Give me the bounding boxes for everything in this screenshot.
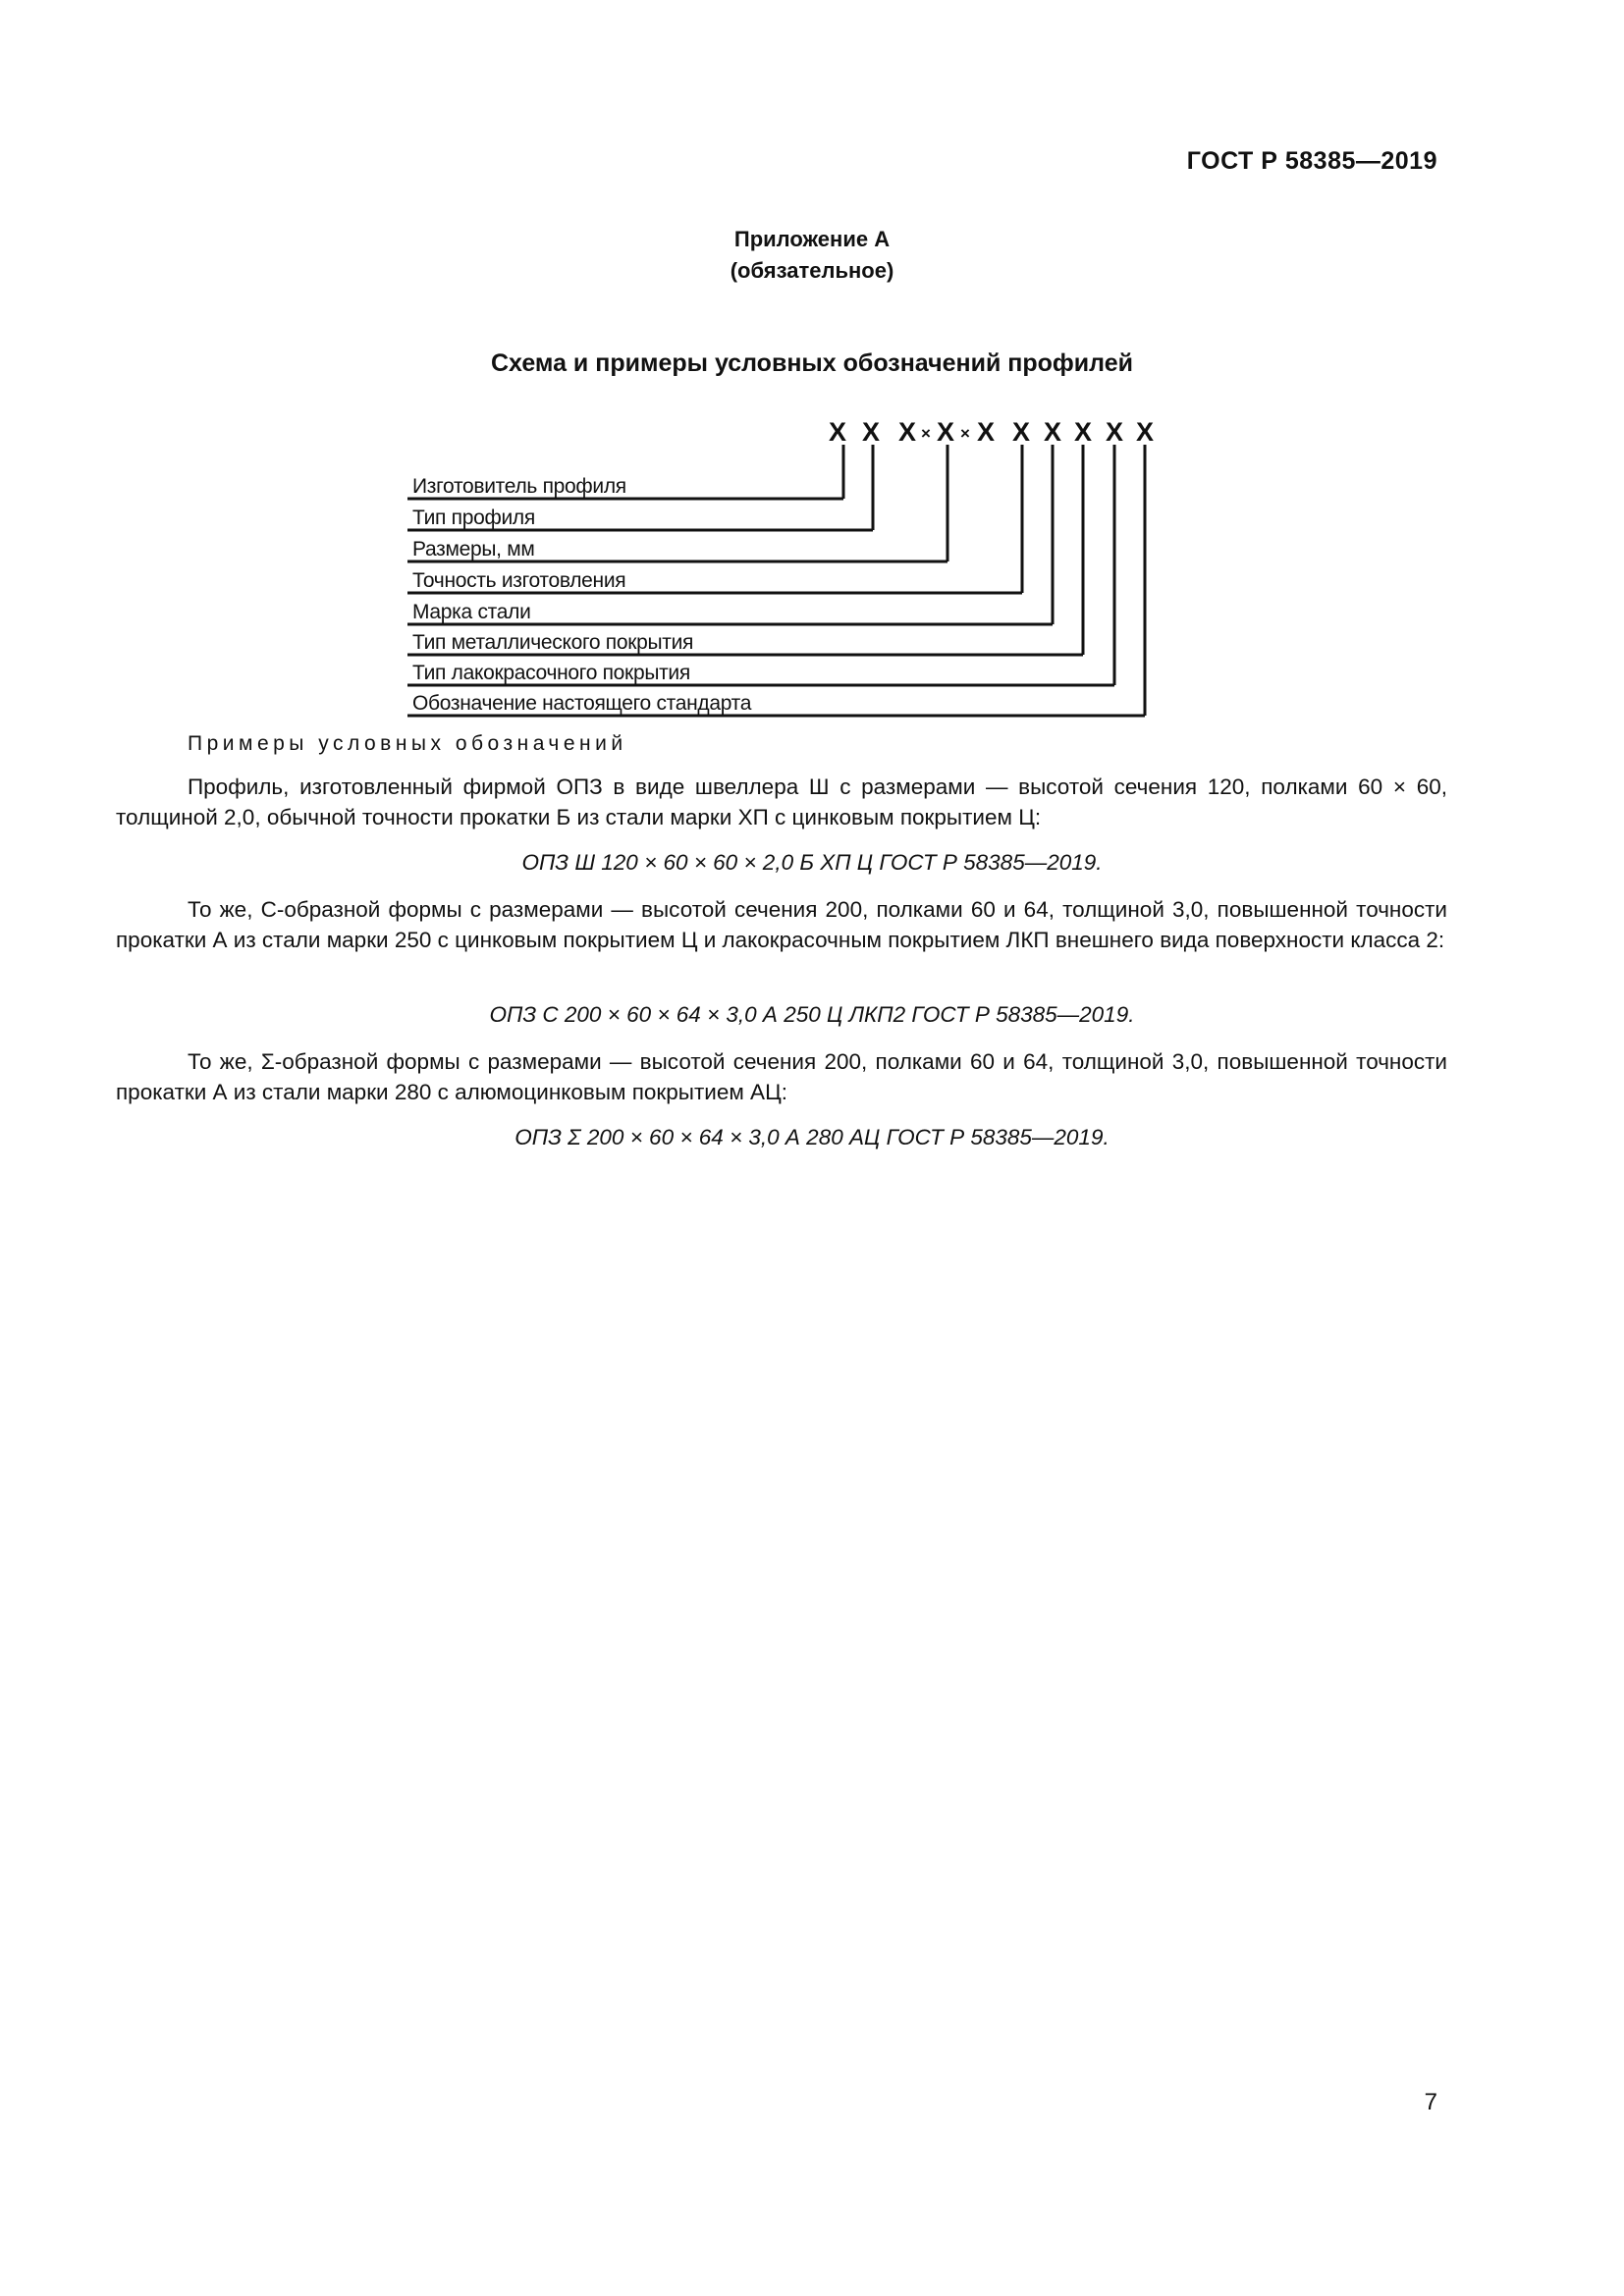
scheme-placeholder-3: X [897,417,917,447]
scheme-placeholder-5: X [976,417,996,447]
scheme-label-accuracy: Точность изготовления [412,569,626,592]
page-number: 7 [1424,2089,1437,2115]
example-formula-2: ОПЗ С 200 × 60 × 64 × 3,0 А 250 Ц ЛКП2 ГОСТ Р 58385—2019. [489,1002,1135,1027]
scheme-placeholder-10: X [1135,417,1155,447]
annex-title: Приложение А [733,227,891,251]
scheme-placeholder-1: X [828,417,847,447]
scheme-placeholders [829,417,1154,447]
scheme-label-metal-coating: Тип металлического покрытия [412,631,694,654]
scheme-label-profile-type: Тип профиля [412,507,535,529]
designation-scheme [0,393,1624,726]
annex-subtitle: (обязательное) [730,258,894,283]
scheme-placeholder-9: X [1105,417,1124,447]
example-paragraph-1: Профиль, изготовленный фирмой ОПЗ в виде швеллера Ш с размерами — высотой сечения 120, полками 60 × 60, толщиной 2,0, обычной точности прокатки Б из стали марки ХП с цинковым покрытием Ц: [116,774,1447,829]
scheme-placeholder-2: X [861,417,881,447]
scheme-label-manufacturer: Изготовитель профиля [412,475,626,498]
example-paragraph-2: То же, С-образной формы с размерами — высотой сечения 200, полками 60 и 64, толщиной 3,0, повышенной точности прокатки А из стали марки 250 с цинковым покрытием Ц и лакокрасочным покрытием ЛКП внешнего вида поверхности класса 2: [116,897,1447,952]
scheme-label-steel-grade: Марка стали [412,601,531,623]
scheme-placeholder-8: X [1073,417,1093,447]
scheme-times-1: × [921,424,931,443]
scheme-label-dimensions: Размеры, мм [412,538,535,561]
example-paragraph-3: То же, Σ-образной формы с размерами — высотой сечения 200, полками 60 и 64, толщиной 3,0, повышенной точности прокатки А из стали марки 280 с алюмоцинковым покрытием АЦ: [116,1049,1447,1104]
scheme-placeholder-6: X [1011,417,1031,447]
scheme-times-2: × [960,424,970,443]
section-title: Схема и примеры условных обозначений профилей [491,349,1133,377]
scheme-label-standard: Обозначение настоящего стандарта [412,692,752,715]
annex-title-block [0,224,1624,287]
scheme-placeholder-4: X [936,417,955,447]
scheme-labels [412,475,752,715]
scheme-placeholder-7: X [1043,417,1062,447]
examples-heading: Примеры условных обозначений [188,732,627,755]
scheme-label-paint-coating: Тип лакокрасочного покрытия [412,662,690,684]
example-formula-1: ОПЗ Ш 120 × 60 × 60 × 2,0 Б ХП Ц ГОСТ Р 58385—2019. [521,850,1103,875]
document-code: ГОСТ Р 58385—2019 [1186,147,1437,175]
example-formula-3: ОПЗ Σ 200 × 60 × 64 × 3,0 А 280 АЦ ГОСТ Р 58385—2019. [514,1125,1110,1149]
